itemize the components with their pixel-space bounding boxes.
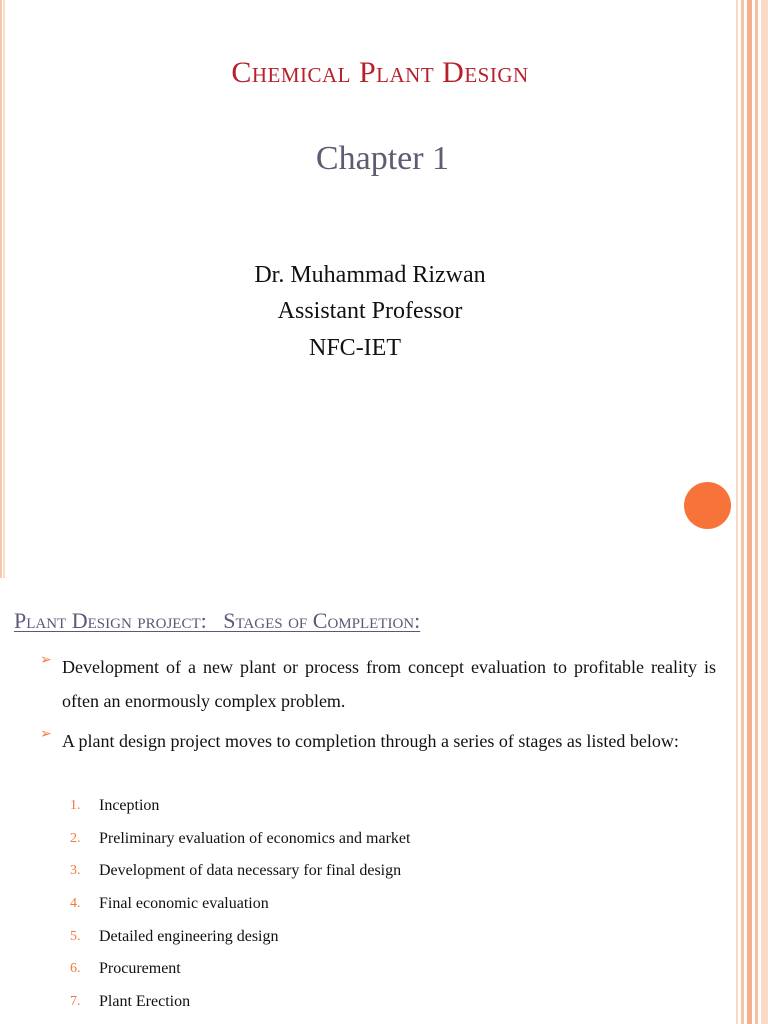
author-name: Dr. Muhammad Rizwan xyxy=(254,262,486,288)
arrow-bullet-icon: ➢ xyxy=(40,727,52,742)
stage-number: 1. xyxy=(70,798,81,813)
stage-number: 4. xyxy=(70,896,81,911)
arrow-bullet-icon: ➢ xyxy=(40,653,52,668)
bullet-text: A plant design project moves to completion through a series of stages as listed below: xyxy=(62,731,679,751)
stage-number: 2. xyxy=(70,831,81,846)
stage-number: 5. xyxy=(70,929,81,944)
presentation-title: Chemical Plant Design xyxy=(231,56,529,89)
stage-text: Inception xyxy=(99,797,160,814)
chapter-heading: Chapter 1 xyxy=(315,140,450,177)
bullet-text: Development of a new plant or process from concept evaluation to profitable reality is often an enormously complex problem. xyxy=(62,657,716,711)
right-decorative-stripes xyxy=(736,0,768,1024)
stage-number: 3. xyxy=(70,863,81,878)
author-organization: NFC-IET xyxy=(309,335,401,361)
stage-text: Development of data necessary for final design xyxy=(99,862,402,879)
stage-text: Plant Erection xyxy=(99,993,191,1010)
stage-text: Preliminary evaluation of economics and market xyxy=(99,830,411,847)
stage-text: Procurement xyxy=(99,960,181,977)
stage-text: Detailed engineering design xyxy=(99,928,279,945)
stage-text: Final economic evaluation xyxy=(99,895,269,912)
author-role: Assistant Professor xyxy=(277,298,463,324)
stage-number: 6. xyxy=(70,961,81,976)
orange-circle-decoration xyxy=(684,482,731,529)
section-title: Plant Design project: Stages of Completion: xyxy=(14,608,421,633)
stage-number: 7. xyxy=(70,994,81,1009)
